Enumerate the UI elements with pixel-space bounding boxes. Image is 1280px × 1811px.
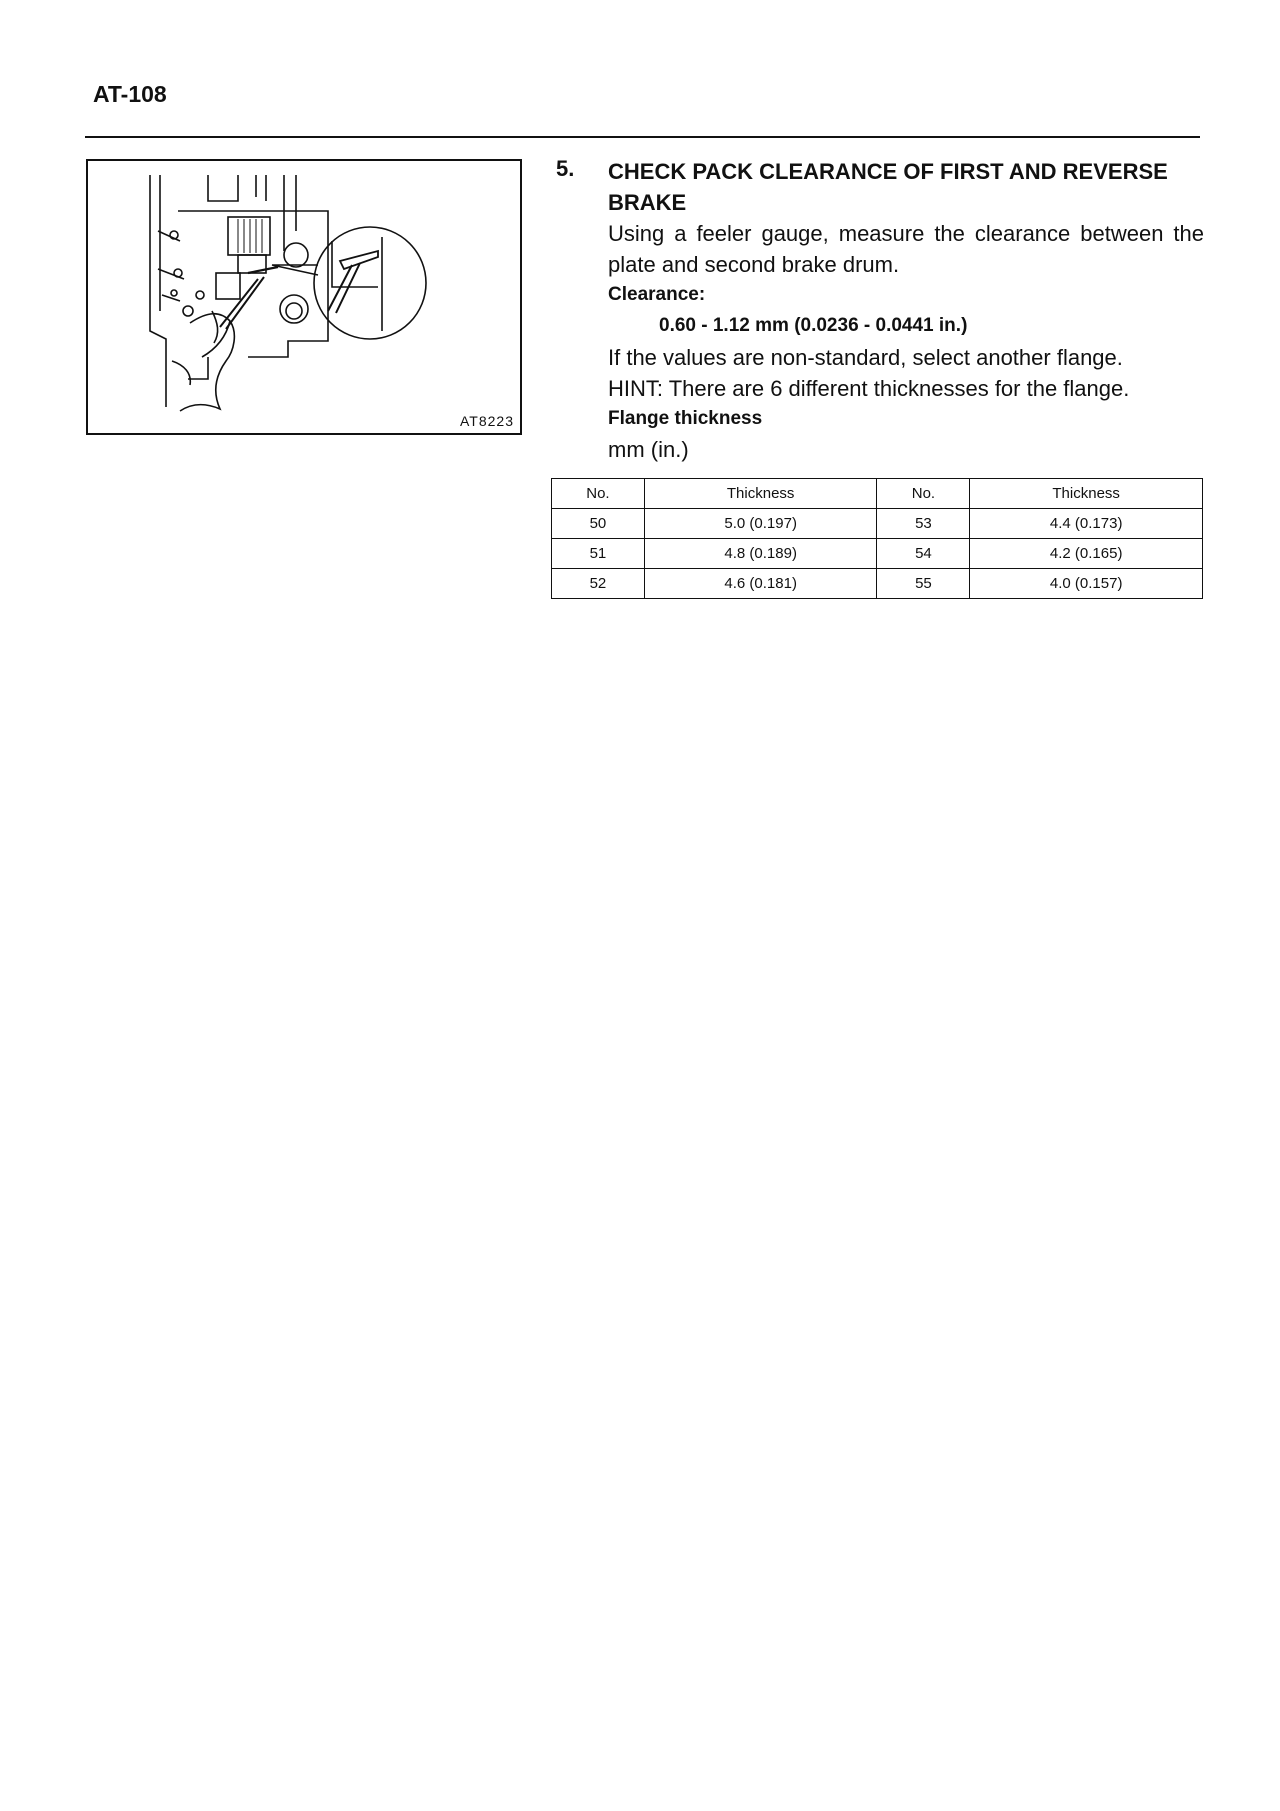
instruction-text: Using a feeler gauge, measure the clearance between the plate and second brake drum. [608,221,1204,277]
header-cell: Thickness [970,479,1203,509]
flange-label: Flange thickness [608,408,763,429]
page-number: AT-108 [93,81,167,107]
table-cell: 52 [552,569,645,599]
header-rule [85,136,1200,138]
clearance-label: Clearance: [608,284,706,305]
table-cell: 51 [552,539,645,569]
table-cell: 4.4 (0.173) [970,509,1203,539]
table-header-row [552,479,1203,509]
table-cell: 4.8 (0.189) [644,539,877,569]
feeler-gauge-illustration [88,161,520,433]
table-row [552,539,1203,569]
note-text: If the values are non-standard, select another flange. [608,345,1123,370]
header-cell: No. [552,479,645,509]
table-row [552,569,1203,599]
hint-text: HINT: There are 6 different thicknesses for the flange. [608,376,1130,401]
figure-feeler-gauge [86,159,522,435]
table-cell: 4.0 (0.157) [970,569,1203,599]
step-body [608,156,1204,465]
table-cell: 4.2 (0.165) [970,539,1203,569]
step-number: 5. [556,156,575,181]
table-row [552,509,1203,539]
header-cell: Thickness [644,479,877,509]
clearance-value: 0.60 - 1.12 mm (0.0236 - 0.0441 in.) [659,315,968,336]
header-cell: No. [877,479,970,509]
unit-text: mm (in.) [608,437,689,462]
figure-id: AT8223 [460,413,514,429]
table-cell: 4.6 (0.181) [644,569,877,599]
table-cell: 54 [877,539,970,569]
flange-thickness-table [551,478,1203,599]
step-heading: CHECK PACK CLEARANCE OF FIRST AND REVERSE BRAKE [608,159,1168,215]
table-cell: 5.0 (0.197) [644,509,877,539]
table-cell: 53 [877,509,970,539]
table-cell: 55 [877,569,970,599]
table-cell: 50 [552,509,645,539]
